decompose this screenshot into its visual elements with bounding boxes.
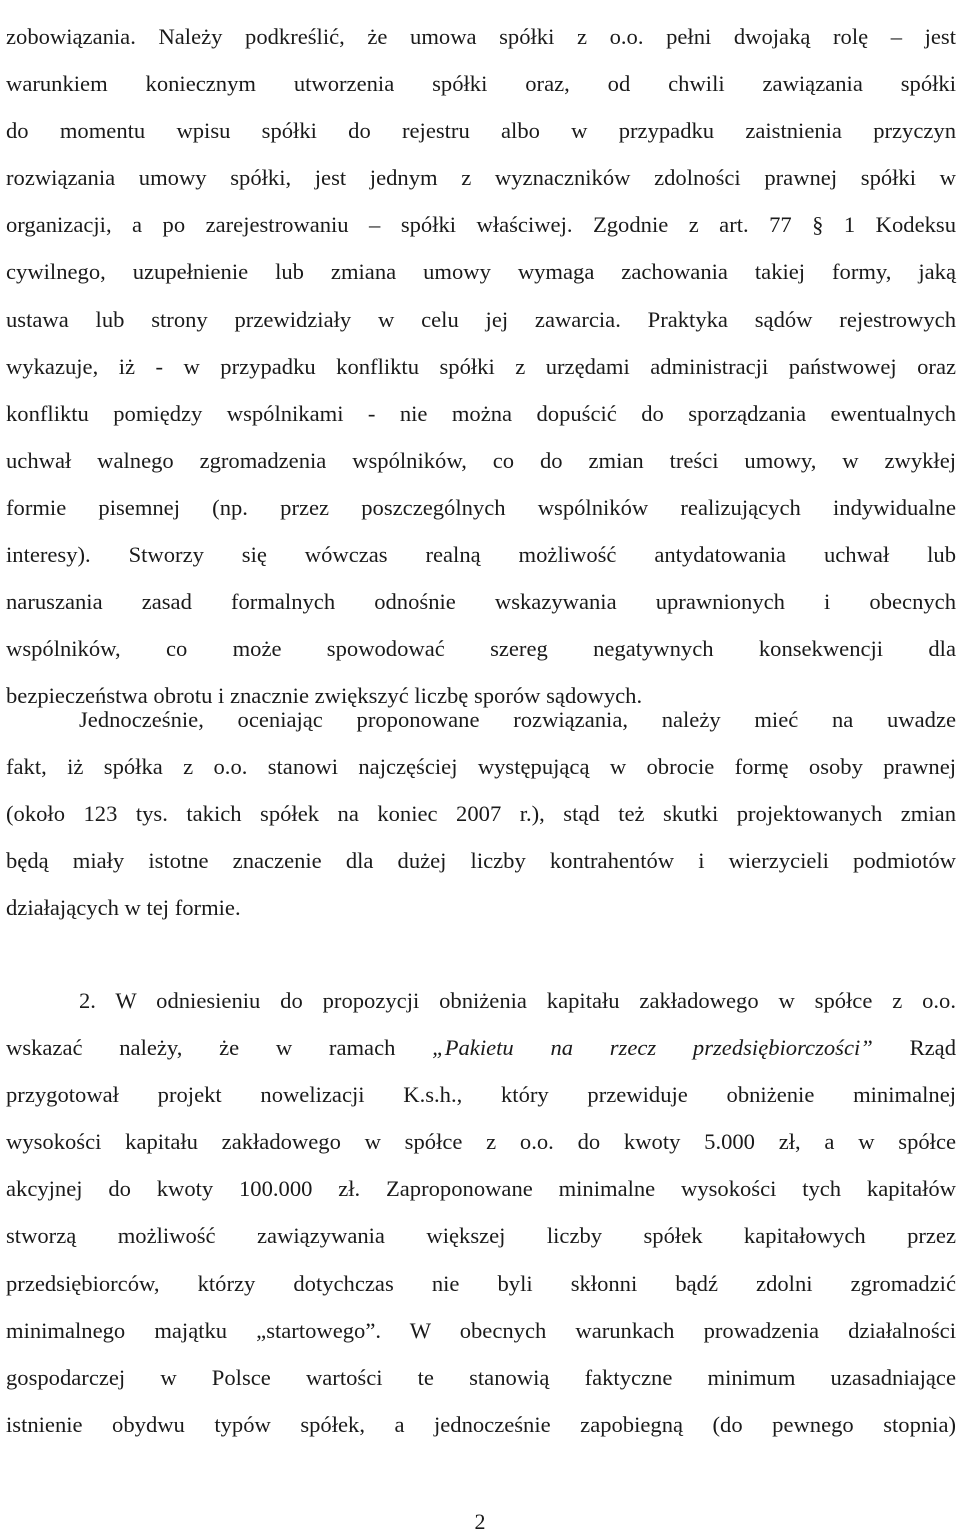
text-line: wykazuje, iż - w przypadku konfliktu spółki z urzędami administracji państwowej oraz [6, 353, 956, 379]
text-line: będą miały istotne znaczenie dla dużej liczby kontrahentów i wierzycieli podmiotów [6, 848, 956, 874]
text-line: fakt, iż spółka z o.o. stanowi najczęściej występującą w obrocie formę osoby prawnej [6, 754, 956, 780]
text-line: organizacji, a po zarejestrowaniu – spółki właściwej. Zgodnie z art. 77 § 1 Kodeksu [6, 212, 956, 238]
italic-program-name: „Pakietu na rzecz przedsiębiorczości” [432, 1035, 873, 1061]
text-line: gospodarczej w Polsce wartości te stanowią faktyczne minimum uzasadniające [6, 1364, 956, 1390]
text-line: interesy). Stworzy się wówczas realną możliwość antydatowania uchwał lub [6, 542, 956, 568]
text-line: naruszania zasad formalnych odnośnie wskazywania uprawnionych i obecnych [6, 589, 956, 615]
text-line: przedsiębiorców, którzy dotychczas nie byli skłonni bądź zdolni zgromadzić [6, 1270, 956, 1296]
text-line: rozwiązania umowy spółki, jest jednym z wyznaczników zdolności prawnej spółki w [6, 165, 956, 191]
text-line: zobowiązania. Należy podkreślić, że umowa spółki z o.o. pełni dwojaką rolę – jest [6, 24, 956, 49]
text-line: cywilnego, uzupełnienie lub zmiana umowy wymaga zachowania takiej formy, jaką [6, 259, 956, 285]
text-line: bezpieczeństwa obrotu i znacznie zwiększyć liczbę sporów sądowych. [6, 683, 643, 709]
paragraph-assessment [6, 696, 956, 931]
text-line: stworzą możliwość zawiązywania większej liczby spółek kapitałowych przez [6, 1223, 956, 1249]
text-line [6, 1024, 956, 1071]
text-fragment: Rząd [872, 1035, 956, 1061]
paragraph-form-of-agreement [6, 13, 956, 719]
text-line: Jednocześnie, oceniając proponowane rozwiązania, należy mieć na uwadze [79, 707, 956, 732]
text-line: 2. W odniesieniu do propozycji obniżenia kapitału zakładowego w spółce z o.o. [79, 988, 956, 1013]
text-line: akcyjnej do kwoty 100.000 zł. Zaproponowane minimalne wysokości tych kapitałów [6, 1176, 956, 1202]
text-line: ustawa lub strony przewidziały w celu jej zawarcia. Praktyka sądów rejestrowych [6, 306, 956, 332]
text-line: (około 123 tys. takich spółek na koniec 2007 r.), stąd też skutki projektowanych zmian [6, 801, 956, 827]
text-line: przygotował projekt nowelizacji K.s.h., który przewiduje obniżenie minimalnej [6, 1082, 956, 1108]
text-line: konfliktu pomiędzy wspólnikami - nie można dopuścić do sporządzania ewentualnych [6, 400, 956, 426]
text-line: warunkiem koniecznym utworzenia spółki oraz, od chwili zawiązania spółki [6, 71, 956, 97]
page-number: 2 [474, 1509, 486, 1534]
text-line: istnienie obydwu typów spółek, a jednocześnie zapobiegną (do pewnego stopnia) [6, 1411, 956, 1437]
text-line: działających w tej formie. [6, 895, 241, 921]
text-fragment: wskazać należy, że w ramach [6, 1035, 433, 1061]
text-line: wysokości kapitału zakładowego w spółce z o.o. do kwoty 5.000 zł, a w spółce [6, 1129, 956, 1155]
text-line: do momentu wpisu spółki do rejestru albo w przypadku zaistnienia przyczyn [6, 118, 956, 144]
text-line: wspólników, co może spowodować szereg negatywnych konsekwencji dla [6, 636, 956, 662]
paragraph-share-capital [6, 977, 956, 1448]
text-line: formie pisemnej (np. przez poszczególnych wspólników realizujących indywidualne [6, 494, 956, 520]
text-line: minimalnego majątku „startowego”. W obecnych warunkach prowadzenia działalności [6, 1317, 956, 1343]
text-line: uchwał walnego zgromadzenia wspólników, co do zmian treści umowy, w zwykłej [6, 447, 956, 473]
